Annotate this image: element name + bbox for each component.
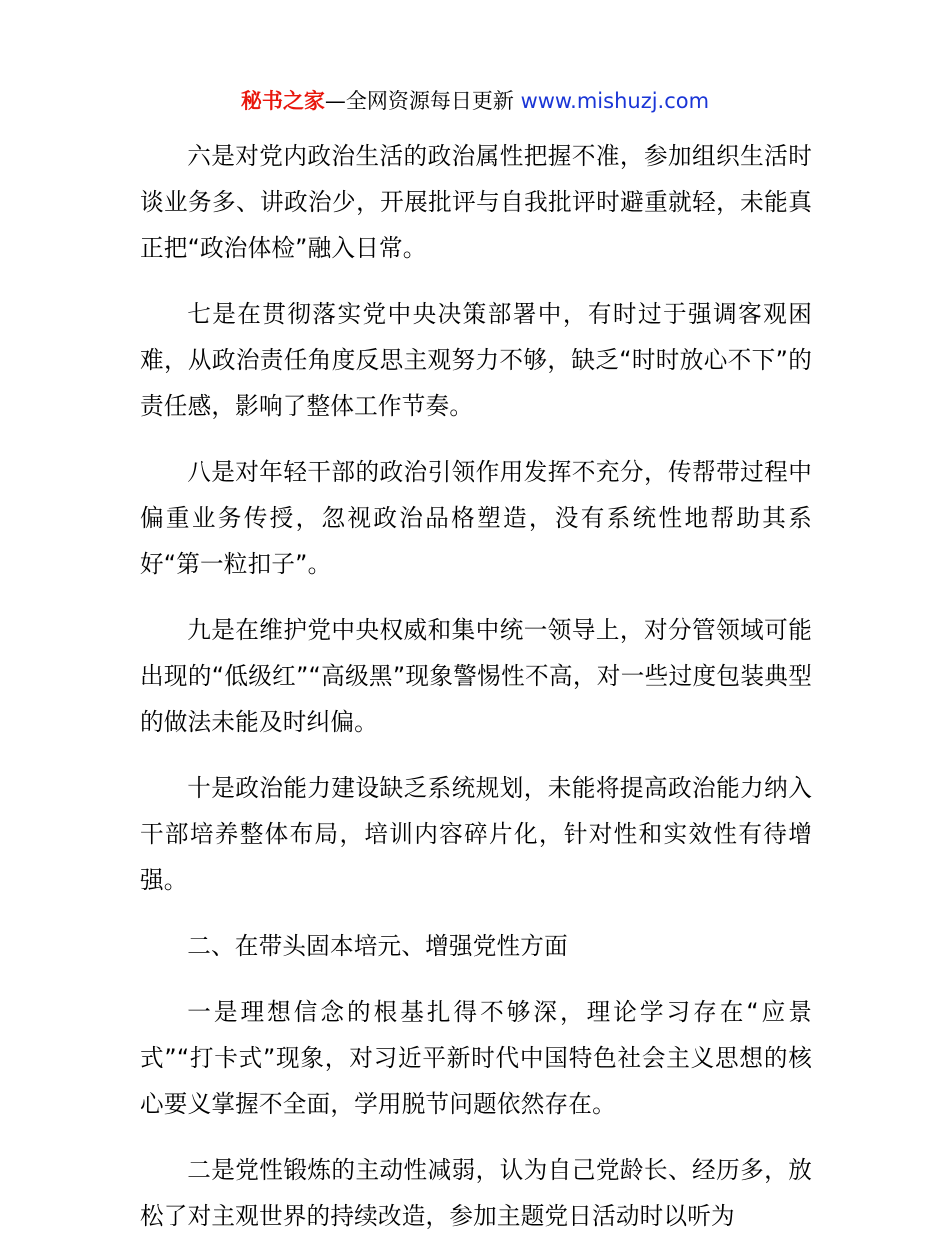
paragraph-10: 十是政治能力建设缺乏系统规划，未能将提高政治能力纳入干部培养整体布局，培训内容碎片化，针对性和实效性有待增强。 — [140, 774, 812, 894]
header-site-link[interactable]: www.mishuzj.com — [520, 89, 710, 113]
paragraph-7: 七是在贯彻落实党中央决策部署中，有时过于强调客观困难，从政治责任角度反思主观努力不够，缺乏“时时放心不下”的责任感，影响了整体工作节奏。 — [140, 300, 812, 420]
section-heading: 二、在带头固本培元、增强党性方面 — [187, 932, 568, 960]
header-brand: 秘书之家 — [240, 89, 325, 113]
header-tagline: —全网资源每日更新 — [324, 89, 521, 113]
paragraph-section2-1: 一是理想信念的根基扎得不够深，理论学习存在“应景式”“打卡式”现象，对习近平新时代中国特色社会主义思想的核心要义掌握不全面，学用脱节问题依然存在。 — [140, 998, 812, 1118]
paragraph-6: 六是对党内政治生活的政治属性把握不准，参加组织生活时谈业务多、讲政治少，开展批评与自我批评时避重就轻，未能真正把“政治体检”融入日常。 — [140, 142, 812, 262]
page-header — [0, 86, 950, 116]
paragraph-8: 八是对年轻干部的政治引领作用发挥不充分，传帮带过程中偏重业务传授，忽视政治品格塑造，没有系统性地帮助其系好“第一粒扣子”。 — [140, 458, 812, 578]
document-body — [140, 133, 812, 1259]
paragraph-section2-2: 二是党性锻炼的主动性减弱，认为自己党龄长、经历多，放松了对主观世界的持续改造，参加主题党日活动时以听为 — [140, 1156, 812, 1230]
paragraph-9: 九是在维护党中央权威和集中统一领导上，对分管领域可能出现的“低级红”“高级黑”现象警惕性不高，对一些过度包装典型的做法未能及时纠偏。 — [140, 616, 812, 736]
